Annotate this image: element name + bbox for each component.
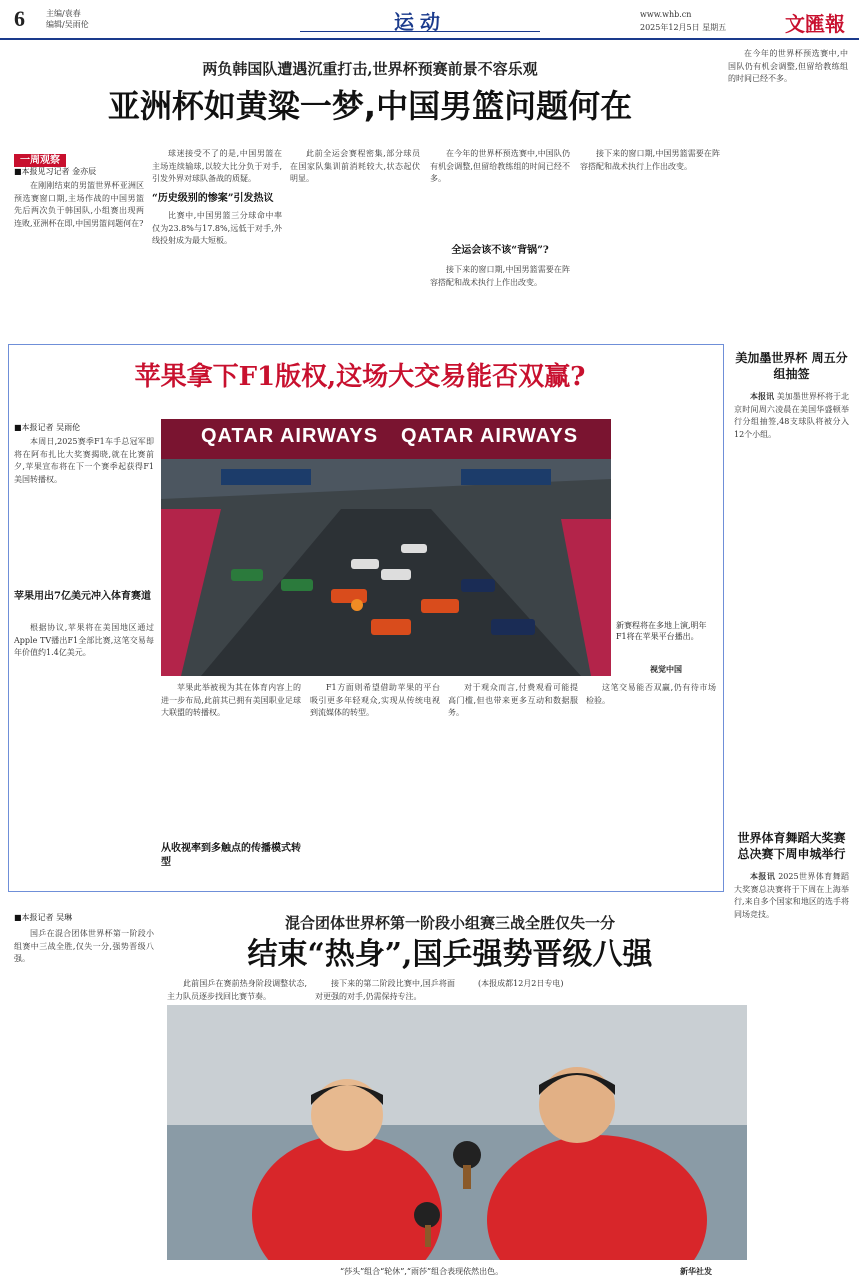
f1-photo-credit: 视觉中国 [650, 664, 682, 674]
issue-date: 2025年12月5日 星期五 [640, 23, 727, 32]
lead-col-4: 在今年的世界杯预选赛中,中国队仍有机会调整,但留给教练组的时间已经不多。 [430, 149, 570, 184]
tt-byline: ■本报记者 吴琳 [14, 913, 73, 922]
lead-col-5: 接下来的窗口期,中国男篮需要在阵容搭配和战术执行上作出改变。 [580, 149, 720, 171]
tt-col-1: 国乒在混合团体世界杯第一阶段小组赛中三战全胜,仅失一分,强势晋级八强。 [14, 929, 154, 964]
f1-col-1b: 根据协议,苹果将在美国地区通过Apple TV播出F1全部比赛,这笔交易每年价值约1.4亿美元。 [14, 623, 154, 658]
tt-headline: 结束“热身”,国乒强势晋级八强 [247, 937, 653, 972]
lead-kicker: 两负韩国队遭遇沉重打击,世界杯预赛前景不容乐观 [202, 60, 538, 78]
tt-col-3: 接下来的第二阶段比赛中,国乒将面对更强的对手,仍需保持专注。 [315, 979, 455, 1001]
tt-photo-credit: 新华社发 [680, 1266, 712, 1276]
tt-photo-illustration [167, 1005, 747, 1260]
sidebar [734, 350, 849, 1250]
f1-col-2: 苹果此举被视为其在体育内容上的进一步布局,此前其已拥有美国职业足球大联盟的转播权。 [161, 683, 301, 718]
f1-col-4: 对于观众而言,付费观看可能提高门槛,但也带来更多互动和数据服务。 [448, 683, 578, 718]
f1-col-5: 这笔交易能否双赢,仍有待市场检验。 [586, 683, 716, 705]
f1-headline: 苹果拿下F1版权,这场大交易能否双赢? [134, 362, 586, 392]
site-url[interactable]: www.whb.cn [640, 10, 692, 19]
lead-byline: ■本报见习记者 金亦辰 [14, 167, 97, 176]
tt-photo-caption: “莎头”组合“轮休”,“雨莎”组合表现依然出色。 [340, 1267, 504, 1276]
photo-banner-left: QATAR AIRWAYS [201, 425, 379, 447]
f1-col-1: 本周日,2025赛季F1车手总冠军即将在阿布扎比大奖赛揭晓,就在比赛前夕,苹果宣布将在下一个赛季起获得F1美国转播权。 [14, 437, 154, 484]
column-tag: 一周观察 [14, 148, 66, 167]
lead-col-3: 此前全运会赛程密集,部分球员在国家队集训前消耗较大,状态起伏明显。 [290, 149, 420, 184]
page-number: 6 [14, 6, 25, 31]
f1-race-photo [161, 419, 611, 676]
f1-photo-caption: 新赛程将在多地上演,明年F1将在苹果平台播出。 [616, 621, 707, 641]
f1-subhead-2: 从收视率到多触点的传播模式转型 [161, 843, 301, 868]
tt-note: (本报成都12月2日专电) [478, 979, 564, 988]
f1-col-3: F1方面则希望借助苹果的平台吸引更多年轻观众,实现从传统电视到流媒体的转型。 [310, 683, 440, 718]
sidebar-title-2: 世界体育舞蹈大奖赛 总决赛下周申城举行 [737, 831, 846, 861]
newspaper-logo: 文匯報 [785, 12, 845, 36]
lead-headline: 亚洲杯如黄粱一梦,中国男篮问题何在 [107, 87, 633, 125]
editor-line: 主编/袁春 编辑/吴雨伦 [46, 9, 89, 29]
f1-byline: ■本报记者 吴雨伦 [14, 423, 81, 432]
f1-subhead-1: 苹果用出7亿美元冲入体育赛道 [14, 591, 151, 602]
lead-subhead-2: 全运会该不该“背锅”? [451, 245, 549, 256]
tt-kicker: 混合团体世界杯第一阶段小组赛三战全胜仅失一分 [284, 914, 615, 932]
photo-banner-right: QATAR AIRWAYS [401, 425, 579, 447]
lead-col-4b: 接下来的窗口期,中国男篮需要在阵容搭配和战术执行上作出改变。 [430, 265, 570, 287]
tt-players-photo [167, 1005, 747, 1260]
sidebar-body-2: 本报讯 2025世界体育舞蹈大奖赛总决赛将于下周在上海举行,来自多个国家和地区的选手将同场竞技。 [734, 871, 849, 919]
lead-col-6: 在今年的世界杯预选赛中,中国队仍有机会调整,但留给教练组的时间已经不多。 [728, 49, 848, 84]
section-title: 运动 [300, 6, 540, 32]
lead-col-2b: 比赛中,中国男篮三分球命中率仅为23.8%与17.8%,远低于对手,外线投射成为最大短板。 [152, 211, 282, 246]
sidebar-body-1: 本报讯 美加墨世界杯将于北京时间周六凌晨在美国华盛顿举行分组抽签,48支球队将被分入12个小组。 [734, 391, 849, 439]
f1-photo-illustration [161, 419, 611, 676]
tt-col-2: 此前国乒在赛前热身阶段调整状态,主力队员逐步找回比赛节奏。 [167, 979, 307, 1001]
lead-subhead-1: “历史级别的惨案”引发热议 [152, 193, 274, 204]
lead-col-1: 在刚刚结束的男篮世界杯亚洲区预选赛窗口期,主场作战的中国男篮先后两次负于韩国队,小组赛出现两连败,亚洲杯在即,中国男篮问题何在? [14, 181, 144, 228]
lead-col-2: 球迷接受不了的是,中国男篮在主场连续输球,以较大比分负于对手,引发外界对球队备战的质疑。 [152, 149, 282, 184]
sidebar-title-1: 美加墨世界杯 周五分组抽签 [735, 351, 848, 381]
page-header [0, 0, 859, 40]
